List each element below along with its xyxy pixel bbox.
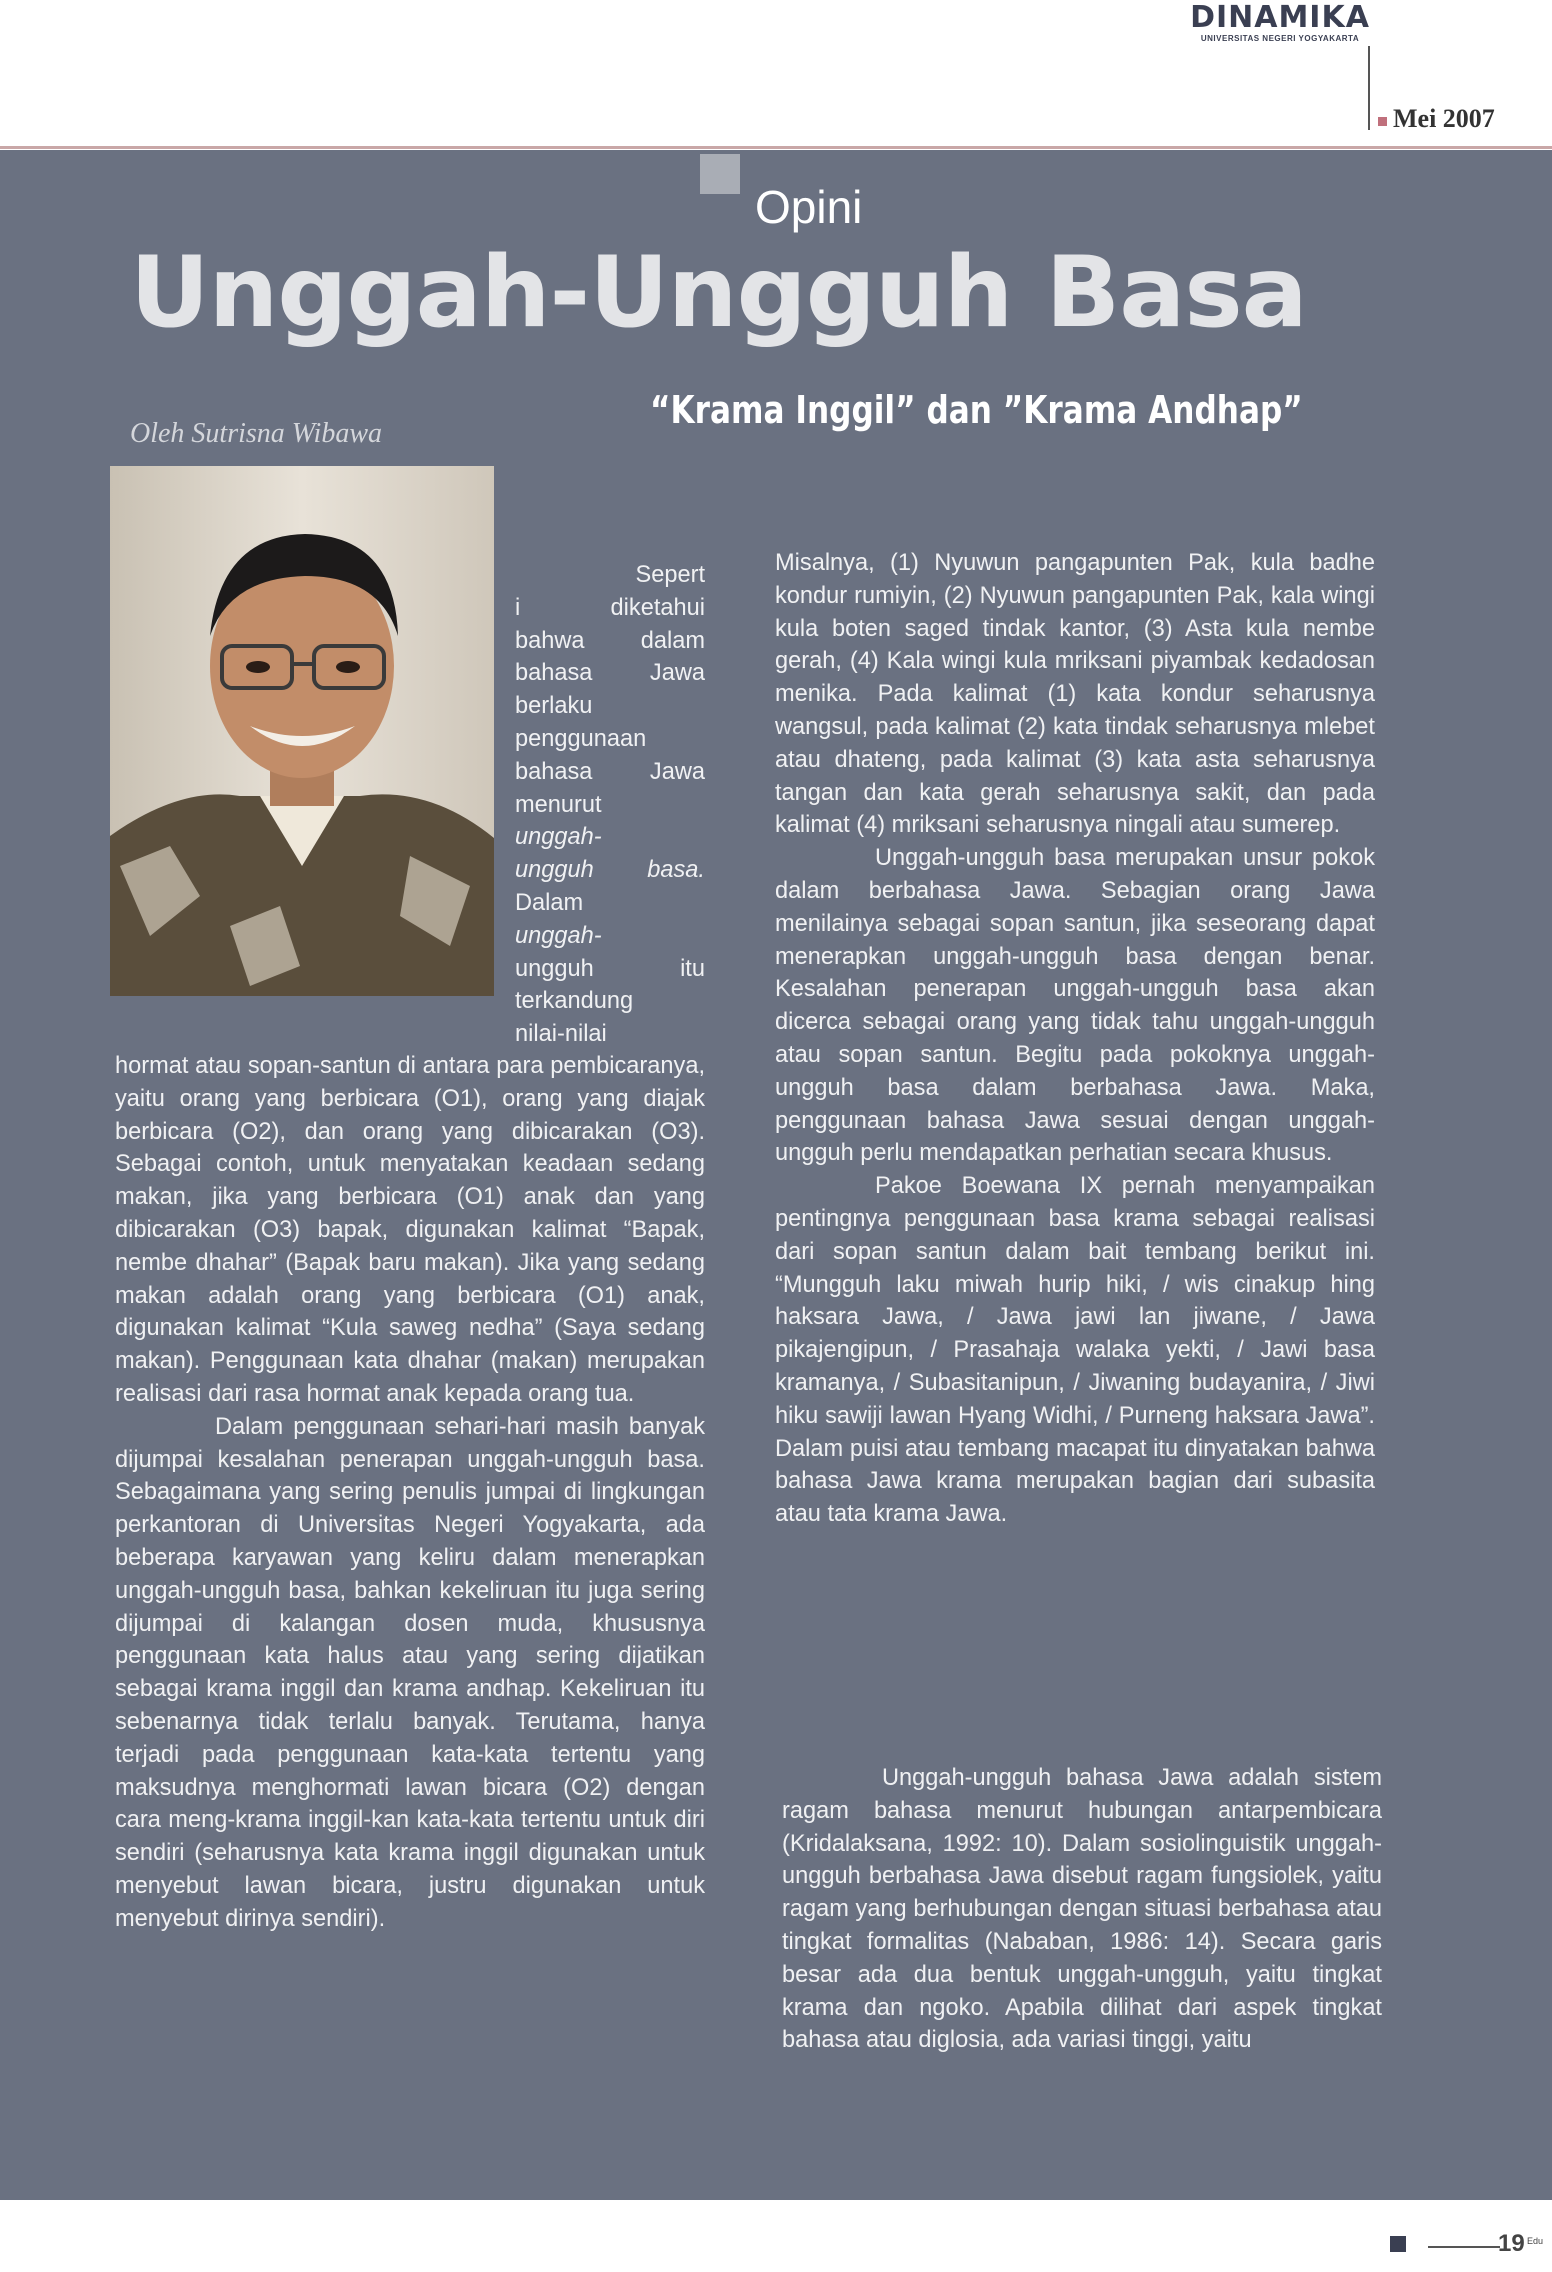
- intro-line: menurut: [515, 791, 602, 818]
- author-portrait-icon: [110, 466, 494, 996]
- article-column-right: [775, 547, 1375, 1531]
- issue-date: [1378, 104, 1495, 134]
- intro-line: penggunaan: [515, 725, 647, 752]
- article-column-left: [115, 1050, 705, 1936]
- intro-line: i diketahui: [515, 594, 705, 621]
- header-rule: [0, 146, 1552, 149]
- intro-line: terkandung: [515, 988, 634, 1015]
- intro-line: bahasa Jawa: [515, 660, 705, 687]
- paragraph: Unggah-ungguh basa merupakan unsur pokok dalam berbahasa Jawa. Sebagian orang Jawa menilainya sebagai sopan santun, jika seseorang dapat menerapkan unggah-ungguh basa dengan benar. Kesalahan penerapan unggah-ungguh basa akan dicerca sebagai orang yang tidak tahu unggah-ungguh atau sopan santun. Begitu pada pokoknya unggah-ungguh basa dalam berbahasa Jawa. Maka, penggunaan bahasa Jawa sesuai dengan unggah-ungguh perlu mendapatkan perhatian secara khusus.: [775, 845, 1375, 1167]
- issue-date-text: Mei 2007: [1393, 104, 1495, 133]
- article-title: Unggah-Ungguh Basa: [130, 236, 1307, 350]
- intro-line: ungguh basa.: [515, 857, 705, 884]
- intro-line: bahwa dalam: [515, 627, 705, 654]
- section-tab-marker: [700, 154, 740, 194]
- footer-square-icon: [1390, 2236, 1406, 2252]
- intro-line: berlaku: [515, 693, 593, 720]
- paragraph: Misalnya, (1) Nyuwun pangapunten Pak, kula badhe kondur rumiyin, (2) Nyuwun pangapunten Pak, kala wingi kula boten saged tindak kantor, (3) Asta kula nembe gerah, (4) Kala wingi kula mriksani piyambak kedadosan menika. Pada kalimat (1) kata kondur seharusnya wangsul, pada kalimat (2) kata tindak seharusnya mlebet atau dhateng, pada kalimat (3) kata asta seharusnya tangan dan kata gerah seharusnya sakit, dan pada kalimat (4) mriksani seharusnya ningali atau sumerep.: [775, 550, 1375, 839]
- intro-line: nilai-nilai: [515, 1021, 607, 1048]
- page-number-suffix: Edu: [1527, 2236, 1544, 2246]
- page-number: 19: [1498, 2230, 1525, 2257]
- intro-line: unggah-: [515, 922, 602, 949]
- paragraph: hormat atau sopan-santun di antara para pembicaranya, yaitu orang yang berbicara (O1), orang yang diajak berbicara (O2), dan orang yang dibicarakan (O3). Sebagai contoh, untuk menyatakan keadaan sedang makan, jika yang berbicara (O1) anak dan yang dibicarakan (O3) bapak, digunakan kalimat “Bapak, nembe dhahar” (Bapak baru makan). Jika yang sedang makan adalah orang yang berbicara (O1) anak, digunakan kalimat “Kula saweg nedha” (Saya sedang makan). Penggunaan kata dhahar (makan) merupakan realisasi dari rasa hormat anak kepada orang tua.: [115, 1053, 705, 1407]
- brand-subtitle: UNIVERSITAS NEGERI YOGYAKARTA: [1200, 34, 1360, 43]
- paragraph: Unggah-ungguh bahasa Jawa adalah sistem ragam bahasa menurut hubungan antarpembicara (Kridalaksana, 1992: 10). Dalam sosiolinguistik unggah-ungguh berbahasa Jawa disebut ragam fungsiolek, yaitu ragam yang berhubungan dengan situasi berbahasa atau tingkat formalitas (Nababan, 1986: 14). Secara garis besar ada dua bentuk unggah-ungguh, yaitu tingkat krama dan ngoko. Apabila dilihat dari aspek tingkat bahasa atau diglosia, ada variasi tinggi, yaitu: [782, 1765, 1382, 2054]
- article-column-right-lower: [782, 1762, 1382, 2057]
- magazine-brand: [1180, 2, 1380, 43]
- page-footer: [0, 2200, 1552, 2272]
- header-divider: [1368, 46, 1370, 130]
- article-subtitle: “Krama Inggil” dan ”Krama Andhap”: [650, 388, 1303, 432]
- intro-line: Sepert: [635, 562, 705, 588]
- bullet-icon: [1378, 117, 1387, 126]
- brand-logo: DINAMIKA: [1190, 0, 1370, 35]
- intro-line: Dalam: [515, 889, 584, 916]
- section-label: Opini: [755, 181, 863, 233]
- footer-rule: [1428, 2246, 1500, 2248]
- portrait-illustration: [110, 466, 494, 996]
- wrapped-intro-lines: [515, 559, 705, 1051]
- intro-line: unggah-: [515, 824, 602, 851]
- byline: Oleh Sutrisna Wibawa: [130, 418, 383, 449]
- paragraph: Pakoe Boewana IX pernah menyampaikan pentingnya penggunaan basa krama sebagai realisasi dari sopan santun dalam bait tembang berikut ini. “Mungguh laku miwah hurip hiki, / wis cinakup hing haksara Jawa, / Jawa jawi lan jiwane, / Jawa pikajengipun, / Prasahaja walaka yekti, / Jawi basa kramanya, / Subasitanipun, / Jiwaning budayanira, / Jiwi hiku sawiji lawan Hyang Widhi, / Purneng haksara Jawa”. Dalam puisi atau tembang macapat itu dinyatakan bahwa bahasa Jawa krama merupakan bagian dari subasita atau tata krama Jawa.: [775, 1173, 1375, 1528]
- paragraph: Dalam penggunaan sehari-hari masih banyak dijumpai kesalahan penerapan unggah-ungguh basa. Sebagaimana yang sering penulis jumpai di lingkungan perkantoran di Universitas Negeri Yogyakarta, ada beberapa karyawan yang keliru dalam menerapkan unggah-ungguh basa, bahkan kekeliruan itu juga sering dijumpai di kalangan dosen muda, khususnya penggunaan kata halus atau yang sering dijatikan sebagai krama inggil dan krama andhap. Kekeliruan itu sebenarnya tidak terlalu banyak. Terutama, hanya terjadi pada penggunaan kata-kata tertentu yang maksudnya menghormati lawan bicara (O2) dengan cara meng-krama inggil-kan kata-kata tertentu untuk diri sendiri (seharusnya kata krama inggil digunakan untuk menyebut lawan bicara, justru digunakan untuk menyebut dirinya sendiri).: [115, 1413, 705, 1932]
- intro-line: ungguh itu: [515, 955, 705, 982]
- intro-line: bahasa Jawa: [515, 758, 705, 785]
